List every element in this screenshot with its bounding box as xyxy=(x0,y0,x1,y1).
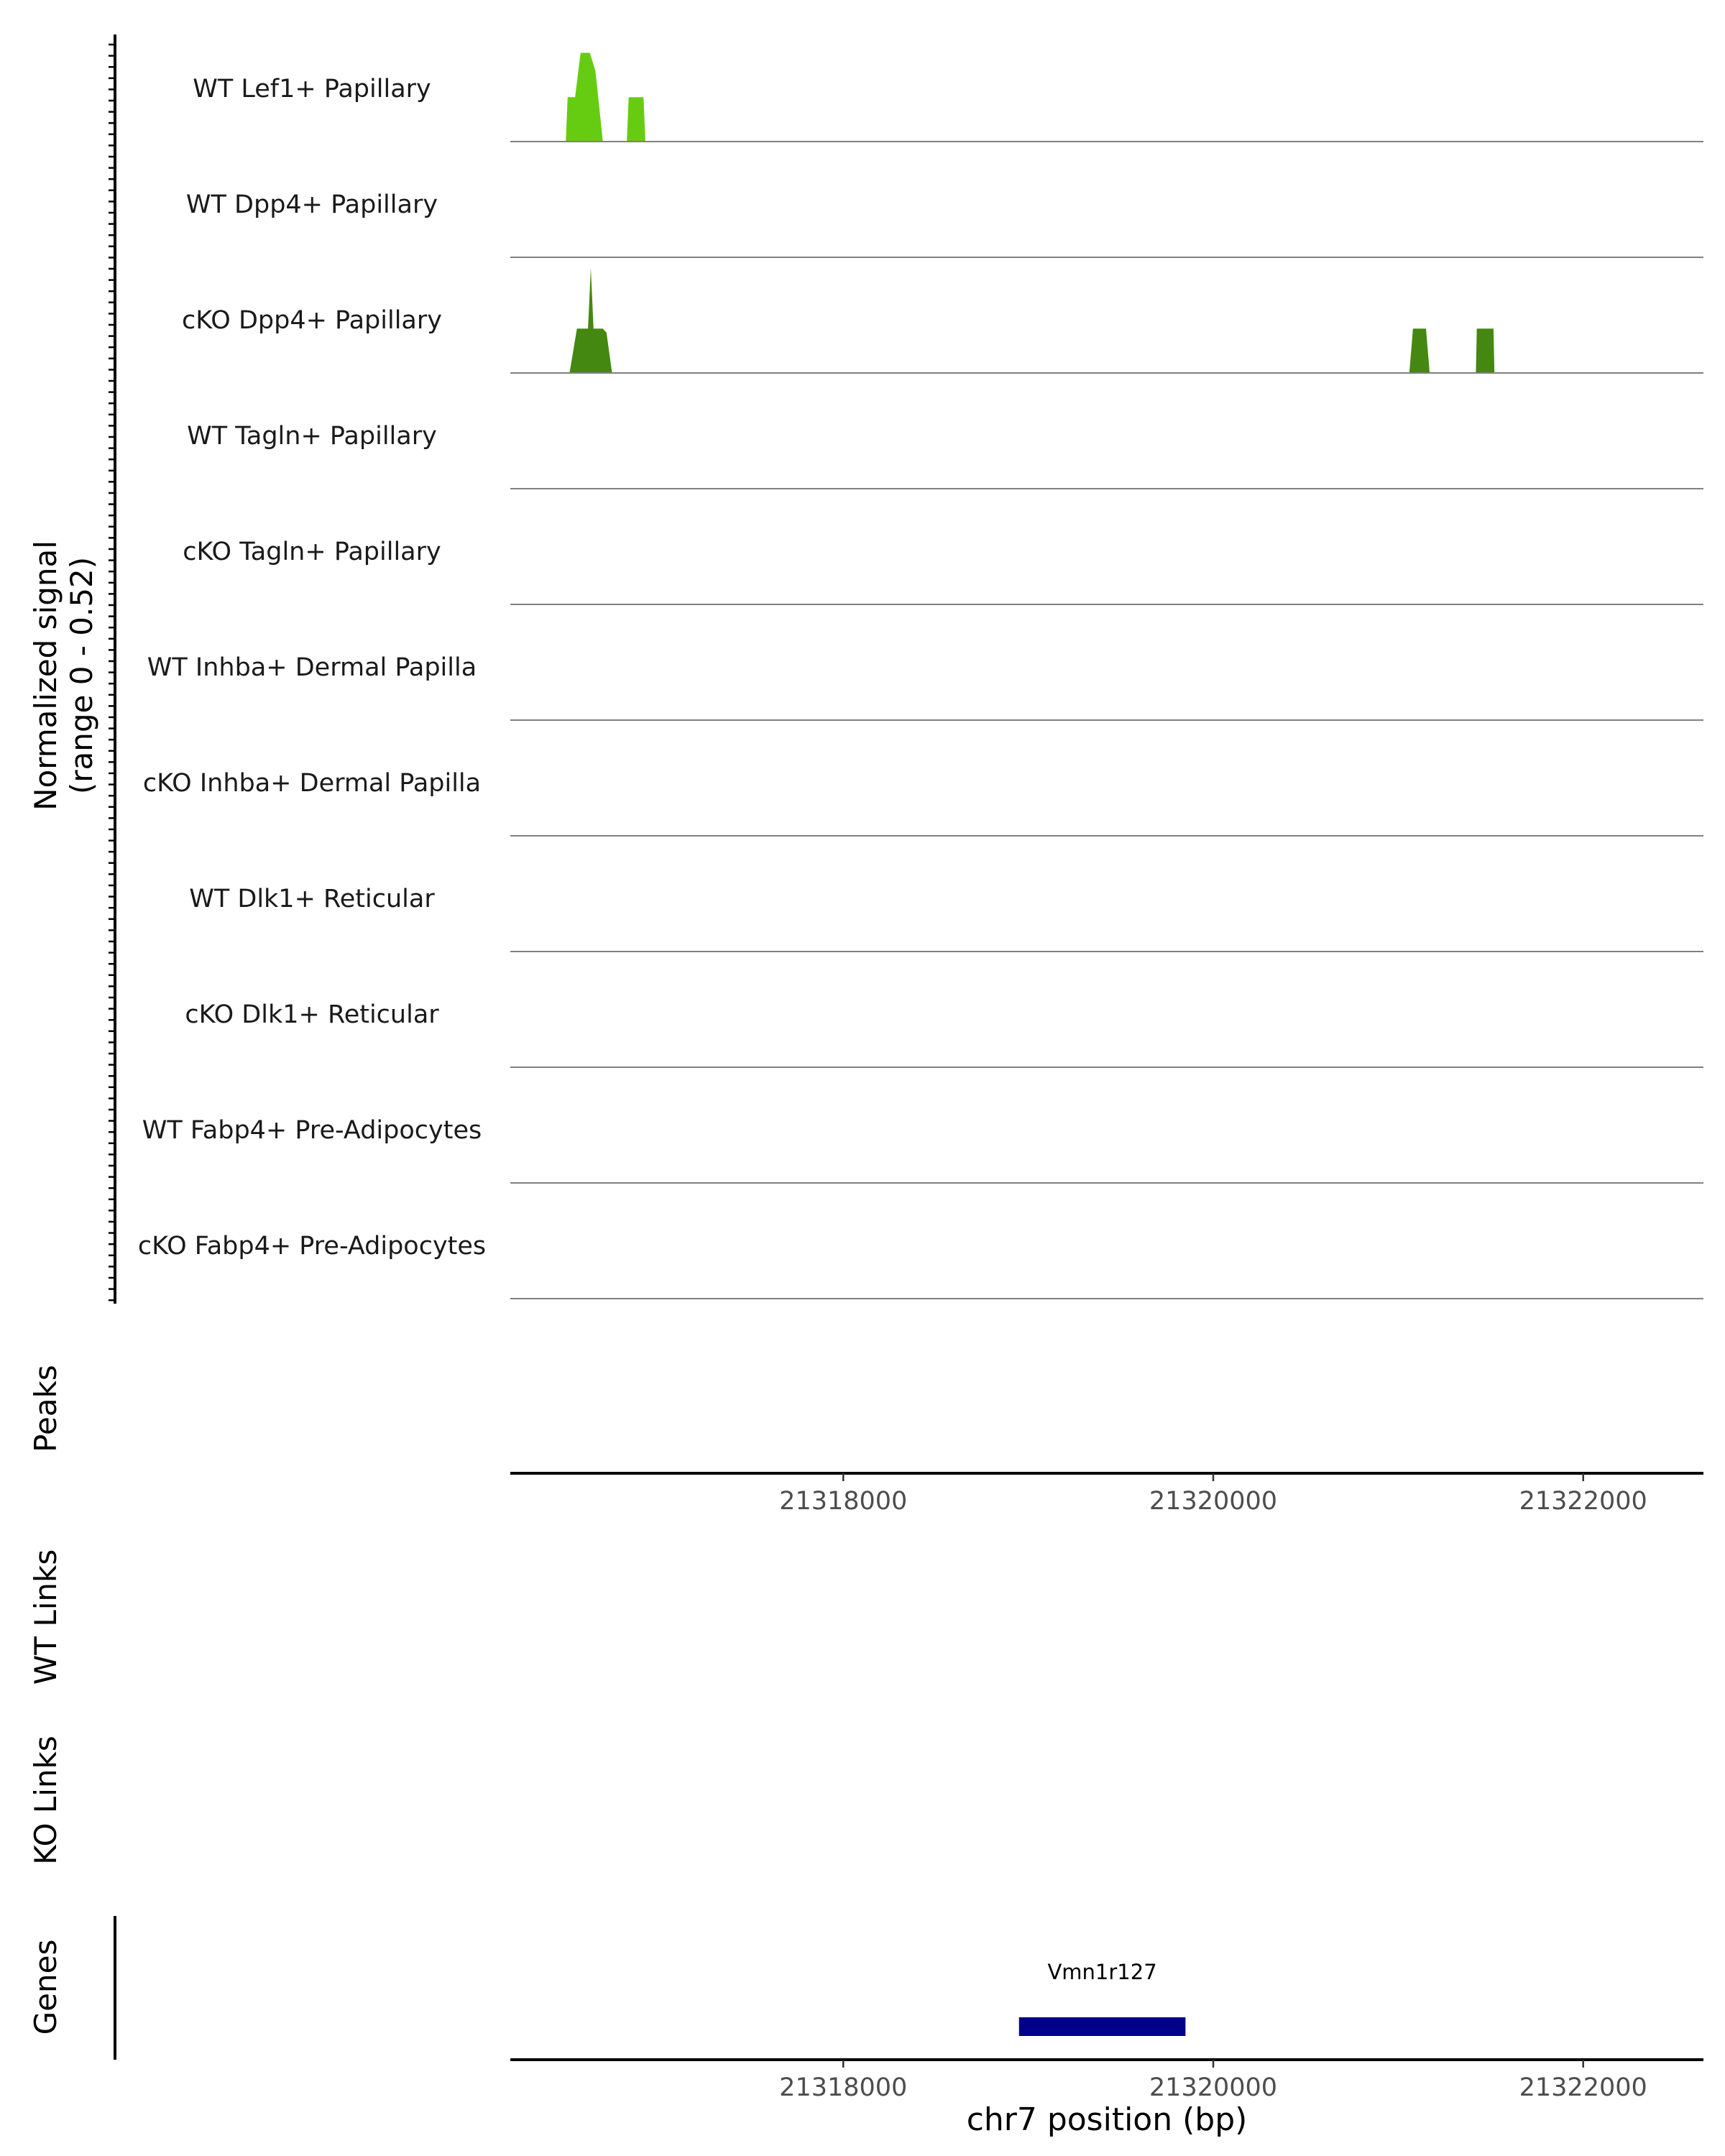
peaks-x-tick-label-2: 21322000 xyxy=(1519,1487,1647,1516)
coverage-track-label-8: cKO Dlk1+ Reticular xyxy=(185,1000,439,1029)
coverage-track-label-7: WT Dlk1+ Reticular xyxy=(189,885,435,913)
coverage-track-5 xyxy=(147,653,1703,720)
x-axis-title: chr7 position (bp) xyxy=(966,2101,1248,2138)
coverage-track-3 xyxy=(187,422,1703,489)
coverage-track-2 xyxy=(182,268,1703,373)
coverage-track-label-6: cKO Inhba+ Dermal Papilla xyxy=(142,769,482,798)
ko-links-track-label: KO Links xyxy=(28,1736,63,1865)
coverage-area-0 xyxy=(566,53,645,142)
coverage-track-label-10: cKO Fabp4+ Pre-Adipocytes xyxy=(137,1232,487,1261)
genes-x-tick-label-1: 21320000 xyxy=(1149,2073,1278,2102)
genes-x-tick-label-2: 21322000 xyxy=(1519,2073,1647,2102)
coverage-track-7 xyxy=(189,885,1703,952)
gene-annotations xyxy=(1019,1960,1186,2036)
coverage-ylabel-line1: Normalized signal xyxy=(28,540,63,811)
coverage-area-2 xyxy=(569,268,1494,373)
genes-track-label: Genes xyxy=(28,1939,63,2035)
coverage-ylabel-line2: (range 0 - 0.52) xyxy=(64,556,99,795)
coverage-track-label-1: WT Dpp4+ Papillary xyxy=(185,190,438,219)
peaks-x-tick-label-1: 21320000 xyxy=(1149,1487,1278,1516)
peaks-x-axis xyxy=(779,1473,1647,1516)
coverage-track-label-0: WT Lef1+ Papillary xyxy=(193,75,431,103)
coverage-track-4 xyxy=(183,538,1703,604)
coverage-track-label-2: cKO Dpp4+ Papillary xyxy=(182,306,442,335)
genes-x-axis xyxy=(779,2060,1647,2102)
gene-body-0 xyxy=(1019,2017,1186,2036)
coverage-track-8 xyxy=(185,1000,1703,1067)
coverage-track-label-3: WT Tagln+ Papillary xyxy=(187,422,437,451)
coverage-track-10 xyxy=(138,1232,1703,1299)
coverage-track-9 xyxy=(142,1116,1703,1183)
coverage-track-label-4: cKO Tagln+ Papillary xyxy=(183,538,441,566)
coverage-track-0 xyxy=(193,53,1703,142)
peaks-x-tick-label-0: 21318000 xyxy=(779,1487,908,1516)
coverage-tracks xyxy=(138,53,1703,1299)
peaks-track-label: Peaks xyxy=(28,1365,63,1452)
coverage-track-label-9: WT Fabp4+ Pre-Adipocytes xyxy=(142,1116,482,1145)
coverage-track-1 xyxy=(186,190,1703,257)
gene-label-0: Vmn1r127 xyxy=(1047,1960,1157,1984)
wt-links-track-label: WT Links xyxy=(28,1549,63,1685)
coverage-track-label-5: WT Inhba+ Dermal Papilla xyxy=(147,653,477,682)
genes-x-tick-label-0: 21318000 xyxy=(779,2073,908,2102)
coverage-track-6 xyxy=(143,769,1703,836)
